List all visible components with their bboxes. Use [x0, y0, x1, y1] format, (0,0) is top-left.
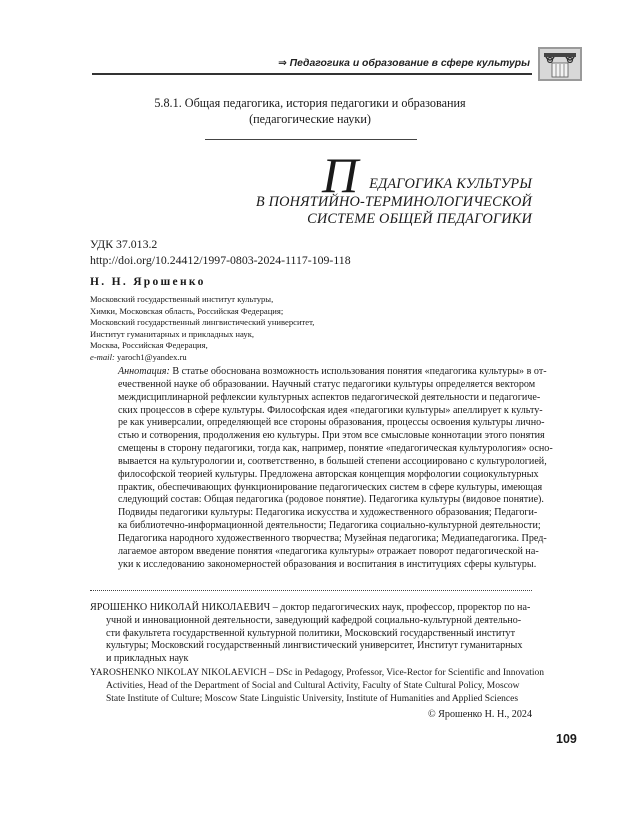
copyright: © Ярошенко Н. Н., 2024	[427, 709, 532, 720]
specialty-code	[90, 95, 530, 127]
affiliation-line: Химки, Московская область, Российская Федерация;	[90, 305, 284, 316]
abstract	[118, 366, 553, 572]
specialty-line-1: 5.8.1. Общая педагогика, история педагогики и образования	[154, 96, 466, 110]
title-dropcap: П	[322, 147, 359, 203]
abstract-line: практик, обеспечивающих функционирование педагогических систем в сфере культуры, имеющая	[118, 481, 543, 493]
author-name: Н. Н. Ярошенко	[90, 276, 206, 288]
abstract-line: следующий состав: Общая педагогика (родовое понятие). Педагогика культуры (видовое понятие).	[118, 494, 544, 506]
dotted-separator	[90, 590, 532, 591]
header-rule	[92, 73, 532, 75]
title-line-2: В ПОНЯТИЙНО-ТЕРМИНОЛОГИЧЕСКОЙ	[255, 193, 532, 210]
abstract-line: Подвиды педагогики культуры: Педагогика искусства и художественного образования; Педагоги-	[118, 507, 538, 519]
bio-line: State Institute of Culture; Moscow State Linguistic University, Institute of Humanities and Applied Sciences	[106, 693, 519, 704]
author-bio-en	[90, 667, 545, 705]
specialty-line-2: (педагогические науки)	[249, 112, 371, 126]
title-line-3: СИСТЕМЕ ОБЩЕЙ ПЕДАГОГИКИ	[307, 211, 532, 227]
specialty-rule	[205, 139, 417, 140]
bio-line: Activities, Head of the Department of Social and Cultural Activity, Faculty of State Cultural Policy, Moscow	[106, 680, 520, 691]
doi-link[interactable]: http://doi.org/10.24412/1997-0803-2024-1117-109-118	[90, 253, 351, 267]
abstract-line: междисциплинарной рефлексии культурных аспектов педагогической деятельности и педагогиче-	[118, 391, 541, 403]
affiliation-line: Москва, Российская Федерация,	[90, 340, 208, 351]
author-email[interactable]: yaroch1@yandex.ru	[116, 351, 187, 362]
bio-line: учной и инновационной деятельности, заведующий кафедрой социально-культурной деятельно-	[106, 614, 522, 626]
email-label: e-mail:	[90, 351, 115, 362]
abstract-line: лагаемое автором введение понятия «педагогика культуры» отражает поворот педагогической на-	[118, 545, 539, 557]
abstract-label: Аннотация:	[118, 366, 170, 377]
author-email-line	[90, 352, 314, 364]
column-capital-logo-icon	[538, 47, 582, 81]
bio-line: ЯРОШЕНКО НИКОЛАЙ НИКОЛАЕВИЧ – доктор педагогических наук, профессор, проректор по на-	[90, 602, 531, 613]
affiliation-line: Институт гуманитарных и прикладных наук,	[90, 328, 255, 339]
abstract-line: уки к исследованию закономерностей образования и воспитания в институциях сферы культуры.	[118, 558, 537, 570]
abstract-line: стью и сотворения, продолжения ею культуры. При этом все смысловые коннотации этого понятия	[118, 430, 545, 442]
article-title	[240, 176, 532, 229]
abstract-line: Педагогика народного художественного творчества; Музейная педагогика; Медиапедагогика. Пред-	[118, 532, 547, 544]
abstract-line: ре как универсалии, определяющей все стороны образования, процессы освоения культуры лично-	[118, 417, 545, 429]
bio-line: и прикладных наук	[106, 653, 189, 665]
bio-line: YAROSHENKO NIKOLAY NIKOLAEVICH – DSc in Pedagogy, Professor, Vice-Rector for Scientific and Innovation	[90, 668, 545, 678]
abstract-line: вывается на культурологии и, соответственно, в большей степени ассоциировано с культурологией,	[118, 455, 547, 467]
abstract-line: ских процессов в сфере культуры. Философская идея «педагогики культуры» апеллирует к культу-	[118, 404, 543, 416]
udc-code: УДК 37.013.2	[90, 237, 158, 251]
affiliation-line: Московский государственный институт культуры,	[90, 294, 274, 304]
bio-line: культуры; Московский государственный лингвистический университет, Институт гуманитарных	[106, 640, 523, 652]
bio-line: сти факультета государственной культурной политики, Московский государственный институт	[106, 627, 516, 639]
abstract-line: смещены в сторону педагогики, тогда как, например, понятие «педагогическая культурология» осно-	[118, 443, 553, 455]
page-number: 109	[556, 732, 577, 746]
abstract-line: ечественной науке об образовании. Научный статус педагогики культуры определяется вектором	[118, 378, 536, 390]
abstract-line: философской теорией культуры. Предложена авторская концепция морфологии социокультурных	[118, 468, 539, 480]
title-line-1: ЕДАГОГИКА КУЛЬТУРЫ	[369, 176, 532, 192]
author-bio-ru	[90, 602, 532, 666]
abstract-line: Аннотация: В статье обоснована возможность использования понятия «педагогика культуры» в от-	[118, 366, 547, 377]
author-affiliation	[90, 294, 314, 364]
abstract-line: ка библиотечно-информационной деятельности; Педагогика социально-культурной деятельности;	[118, 520, 541, 532]
running-header: ⇒ Педагогика и образование в сфере культуры	[278, 58, 530, 69]
affiliation-line: Московский государственный лингвистический университет,	[90, 317, 315, 328]
